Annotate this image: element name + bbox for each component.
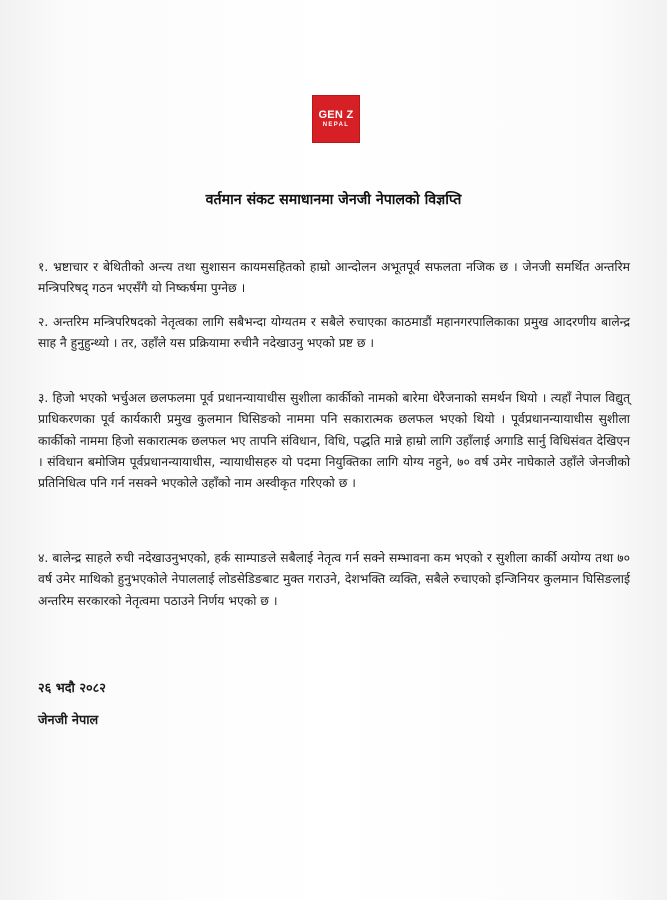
logo-sub-text: NEPAL — [322, 121, 350, 128]
organization-name: जेनजी नेपाल — [38, 713, 99, 728]
logo-main-text: GEN Z — [318, 108, 354, 121]
document-date: २६ भदौ २०८२ — [38, 681, 106, 696]
paragraph-2: २. अन्तरिम मन्त्रिपरिषदको नेतृत्वका लागि सबैभन्दा योग्यतम र सबैले रुचाएका काठमाडौं महानगरपालिकाका प्रमुख आदरणीय बालेन्द्र साह नै हुनुहुन्थ्यो । तर, उहाँले यस प्रक्रियामा रुचीनै नदेखाउनु भएको प्रष्ट छ । — [38, 315, 630, 351]
paragraph-1: १. भ्रष्टाचार र बेथितीको अन्त्य तथा सुशासन कायमसहितको हाम्रो आन्दोलन अभूतपूर्व सफलता नजिक छ । जेनजी समर्थित अन्तरिम मन्त्रिपरिषद् गठन भएसँगै यो निष्कर्षमा पुग्नेछ । — [38, 260, 630, 296]
paragraph-4: ४. बालेन्द्र साहले रुची नदेखाउनुभएको, हर्क साम्पाङले सबैलाई नेतृत्व गर्न सक्ने सम्भावना कम भएको र सुशीला कार्की अयोग्य तथा ७० वर्ष उमेर माथिको हुनुभएकोले नेपाललाई लोडसेडिङबाट मुक्त गराउने, देशभक्ति व्यक्ति, सबैले रुचाएको इन्जिनियर कुलमान घिसिङलाई अन्तरिम सरकारको नेतृत्वमा पठाउने निर्णय भएको छ । — [38, 551, 630, 608]
document-title: वर्तमान संकट समाधानमा जेनजी नेपालको विज्ञप्ति — [205, 192, 462, 208]
paragraph-3: ३. हिजो भएको भर्चुअल छलफलमा पूर्व प्रधानन्यायाधीस सुशीला कार्कीको नामको बारेमा धेरैजनाको समर्थन थियो । त्यहाँ नेपाल विद्युत् प्राधिकरणका पूर्व कार्यकारी प्रमुख कुलमान घिसिङको नाममा पनि सकारात्मक छलफल भएको थियो । पूर्वप्रधानन्यायाधीस सुशीला कार्कीको नाममा हिजो सकारात्मक छलफल भए तापनि संविधान, विधि, पद्धति मान्ने हाम्रो लागि उहाँलाई अगाडि सार्नु विधिसंवत देखिएन । संविधान बमोजिम पूर्वप्रधानन्यायाधीस, न्यायाधीसहरु यो पदमा नियुक्तिका लागि योग्य नहुने, ७० वर्ष उमेर नाघेकाले उहाँले जेनजीको प्रतिनिधित्व पनि गर्न नसक्ने भएकोले उहाँको नाम अस्वीकृत गरिएको छ । — [38, 391, 630, 491]
gen-z-nepal-logo — [312, 95, 360, 143]
